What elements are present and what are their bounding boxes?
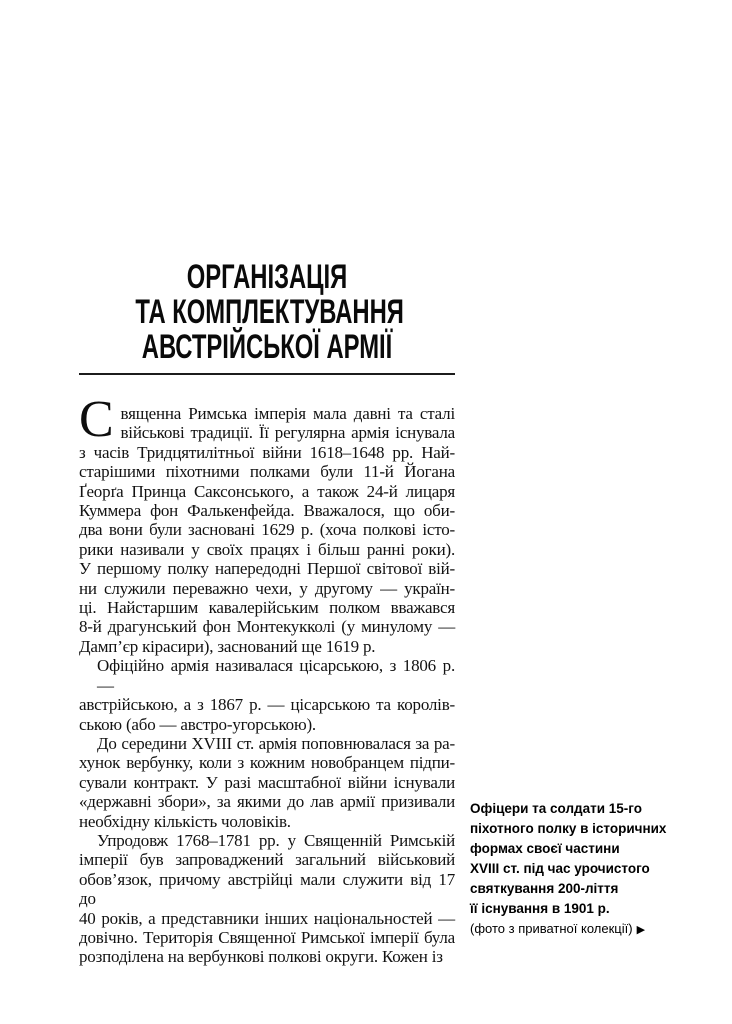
text-line: довічно. Територія Священної Римської імперії була [79, 927, 455, 947]
text-line: сували контракт. У разі масштабної війни існували [79, 772, 455, 792]
photo-credit [470, 919, 670, 940]
text-line: ни служили переважно чехи, у другому — україн- [79, 578, 455, 598]
text-line: Дамп’єр кірасири), заснований ще 1619 р. [79, 636, 376, 656]
text-line: розподілена на вербункові полкові округи. Кожен із [79, 947, 443, 967]
chapter-title-line: ОРГАНІЗАЦІЯ [186, 258, 348, 296]
photo-pointer-icon: ▶ [636, 923, 646, 936]
text-line: ською (або — австро-угорською). [79, 714, 316, 734]
text-line: У першому полку напередодні Першої світової вій- [79, 559, 455, 579]
chapter-title [135, 258, 404, 366]
text-line: «державні збори», за якими до лав армії призивали [79, 792, 455, 812]
photo-credit-text: (фото з приватної колекції) [470, 921, 633, 936]
text-line: австрійською, а з 1867 р. — цісарською та королів- [79, 695, 455, 715]
text-line: ці. Найстаршим кавалерійським полком вважався [79, 598, 455, 618]
photo-caption-line: її існування в 1901 р. [470, 901, 610, 916]
text-line: Офіційно армія називалася цісарською, з 1806 р. — [97, 656, 455, 695]
chapter-title-line: ТА КОМПЛЕКТУВАННЯ [135, 293, 404, 331]
paragraph [79, 831, 455, 967]
chapter-title-line: АВСТРІЙСЬКОЇ АРМІЇ [141, 328, 393, 366]
text-line: рики називали у своїх працях і більш ранні роки). [79, 539, 455, 559]
text-line: імперії був запроваджений загальний військовий [79, 850, 455, 870]
drop-cap: С [79, 391, 114, 448]
photo-caption-lines [470, 799, 670, 919]
title-rule [79, 373, 455, 375]
text-line: Куммера фон Фалькенфейда. Вважалося, що оби- [79, 501, 455, 521]
photo-caption-line: Офіцери та солдати 15-го [470, 801, 642, 816]
text-line: обов’язок, причому австрійці мали служити від 17 до [79, 869, 455, 909]
paragraph [79, 656, 455, 734]
text-line: Ґеорґа Принца Саксонського, а також 24-й лицаря [79, 481, 455, 501]
text-line: Упродовж 1768–1781 рр. у Священній Римській [97, 830, 455, 850]
photo-caption-line: XVIII ст. під час урочистого [470, 861, 650, 876]
photo-caption-line: святкування 200-ліття [470, 881, 619, 896]
text-line: хунок вербунку, коли з кожним новобранцем підпи- [79, 753, 455, 773]
text-line: необхідну кількість чоловіків. [79, 811, 291, 831]
text-line: два вони були засновані 1629 р. (хоча полкові істо- [79, 520, 455, 540]
text-line: 8-й драгунський фон Монтекукколі (у минулому — [79, 617, 455, 637]
paragraph [79, 734, 455, 831]
text-line: з часів Тридцятилітньої війни 1618–1648 рр. Най- [79, 442, 455, 462]
text-line: вященна Римська імперія мала давні та сталі [120, 404, 455, 423]
text-line: До середини XVIII ст. армія поповнювалася за ра- [97, 733, 455, 753]
paragraph [79, 391, 455, 656]
photo-caption-line: формах своєї частини [470, 841, 620, 856]
photo-caption [470, 799, 670, 940]
text-line: військові традиції. Її регулярна армія існувала [120, 423, 455, 443]
text-line: старішими піхотними полками були 11-й Йогана [79, 462, 455, 482]
photo-caption-line: піхотного полку в історичних [470, 821, 667, 836]
text-line: 40 років, а представники інших національностей — [79, 908, 455, 928]
chapter-header [79, 260, 455, 375]
body-text-column [79, 391, 455, 967]
